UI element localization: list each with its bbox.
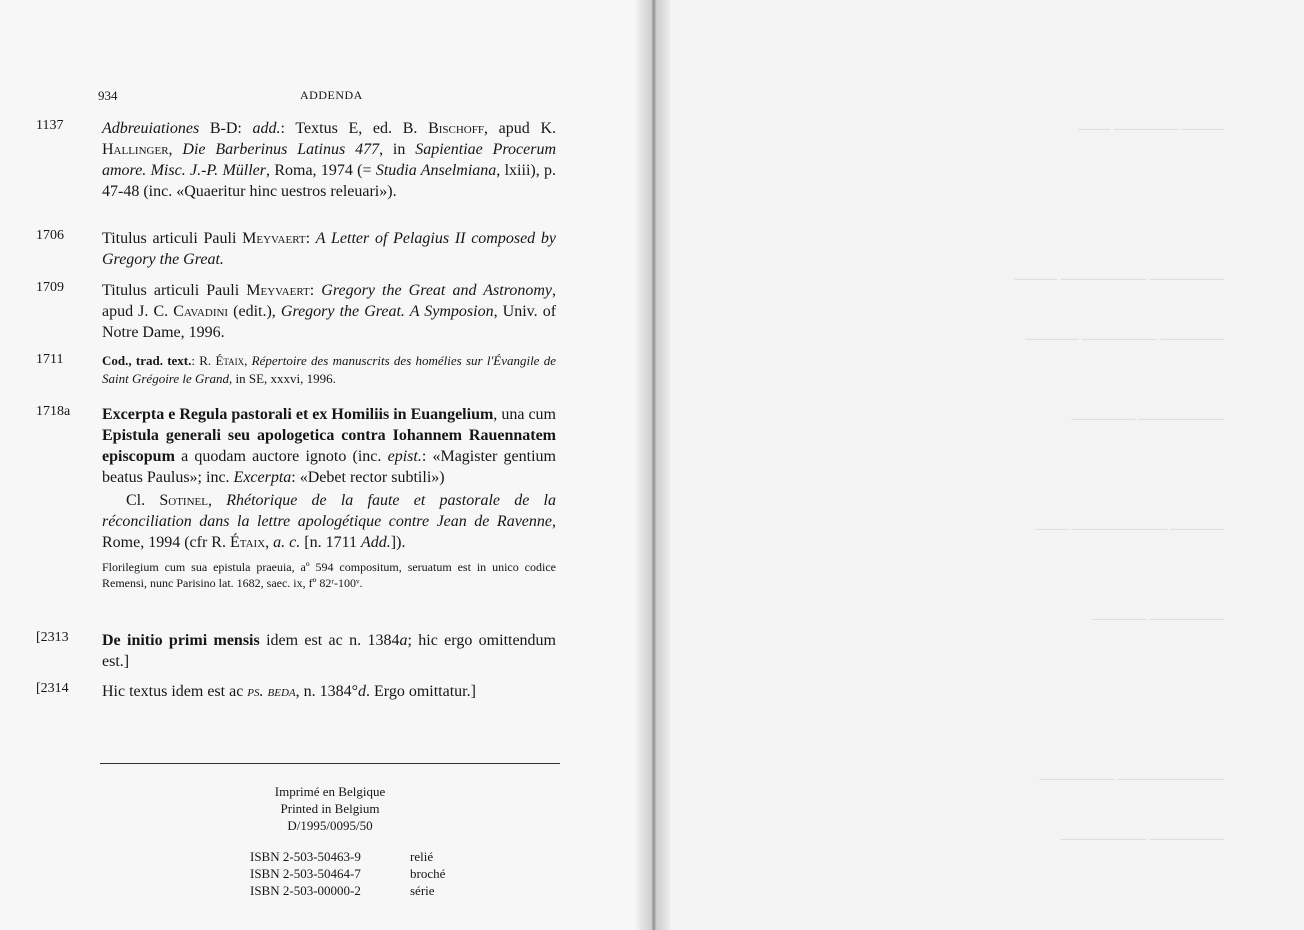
entry-text-part: . Ergo omittatur.]	[366, 683, 476, 700]
entry-text-part: ,	[168, 141, 183, 158]
running-head	[98, 88, 558, 108]
entry-heading: Epistula generali seu apologetica contra Iohannem Rauennatem episcopum	[102, 427, 556, 465]
entry-number: 1137	[36, 118, 64, 133]
author-name: Cavadini	[173, 303, 229, 320]
entry-number: 1718a	[36, 404, 71, 419]
entry-text-part: epist.	[387, 448, 422, 465]
entry-text-part: , Univ. of Notre Dame, 1996.	[102, 303, 557, 341]
entry-text-part: Cl.	[126, 492, 160, 509]
bleed-through-texture: ──── ────── ─── ─────── ──────── ──── ────── ─────── ───── ──────── ────── ───── ───────── ─── ─────── ───── ────────── ─────── ─────── ────────	[1014, 122, 1224, 848]
imprint-line: Printed in Belgium	[280, 801, 380, 816]
bibliography-paragraph	[102, 490, 556, 553]
entry-text	[102, 352, 556, 388]
imprint-line: Imprimé en Belgique	[274, 784, 386, 799]
work-title: Die Barberinus Latinus 477	[182, 141, 380, 158]
entry-text	[102, 404, 556, 488]
right-page-blank	[670, 0, 1304, 930]
entry-text-part: :	[309, 282, 322, 299]
isbn-code: ISBN 2-503-50463-9	[250, 849, 361, 864]
work-title: Répertoire des manuscrits des homélies sur l'Évangile de Saint Grégoire le Grand	[102, 353, 556, 386]
entry-number: [2313	[36, 630, 69, 645]
entry-heading: De initio primi mensis	[102, 632, 260, 649]
work-title: Gregory the Great and Astronomy	[321, 282, 553, 299]
entry-text-part: B-D:	[199, 120, 253, 137]
entry-text-part: ,	[207, 492, 227, 509]
entry-text-part: Excerpta	[233, 469, 292, 486]
entry-text-part: : R.	[191, 353, 216, 368]
entry-text	[102, 118, 556, 202]
entry-text-part: d	[358, 683, 367, 700]
entry-number: [2314	[36, 681, 69, 696]
running-title: ADDENDA	[300, 88, 363, 102]
entry-text-part: , n. 1384°	[295, 683, 359, 700]
entry-1718a	[36, 404, 556, 591]
entry-number: 1709	[36, 280, 64, 295]
author-name: Meyvaert	[242, 230, 306, 247]
entry-text-part: Adbreuiationes	[102, 120, 200, 137]
entry-text-part: (edit.),	[228, 303, 281, 320]
entry-2314	[36, 681, 556, 702]
entry-heading: Excerpta e Regula pastorali et ex Homiliis in Euangelium	[102, 406, 494, 423]
entry-text-part: , in SE, xxxvi, 1996.	[228, 371, 336, 386]
author-name: Sotinel	[159, 492, 208, 509]
isbn-list	[250, 848, 445, 899]
work-title: A Letter of Pelagius II composed by Gregory the Great.	[102, 230, 556, 268]
author-name: ps. beda	[247, 683, 296, 700]
entry-text-part: , Rome, 1994 (cfr R.	[102, 513, 556, 551]
book-gutter	[636, 0, 670, 930]
entry-text-part: a quodam auctore ignoto (inc.	[174, 448, 388, 465]
isbn-row	[250, 882, 445, 899]
entry-text-part: , in	[379, 141, 416, 158]
entry-text-part: :	[305, 230, 316, 247]
entry-text-part: , lxiii), p. 47-48 (inc. «Quaeritur hinc uestros releuari»).	[102, 162, 557, 200]
entry-text	[102, 681, 556, 702]
isbn-label: série	[410, 883, 435, 898]
entry-text-part: , una cum	[493, 406, 556, 423]
entry-text-part: Titulus articuli Pauli	[102, 230, 243, 247]
entry-text-part: a. c.	[273, 534, 301, 551]
entry-text-part: a	[399, 632, 408, 649]
isbn-row	[250, 865, 445, 882]
entry-text	[102, 630, 556, 672]
entry-text-part: ; hic ergo omittendum est.]	[102, 632, 557, 670]
work-title: Sapientiae Procerum amore. Misc. J.-P. Müller	[102, 141, 557, 179]
entry-1706	[36, 228, 556, 270]
entry-text-part: ]).	[390, 534, 406, 551]
entry-2313	[36, 630, 556, 672]
entry-text	[102, 228, 556, 270]
author-name: Étaix	[229, 534, 266, 551]
entry-text-part: idem est ac n. 1384	[259, 632, 400, 649]
entry-number: 1711	[36, 352, 64, 367]
entry-text-part: : «Magister gentium beatus Paulus»; inc.	[102, 448, 556, 486]
entry-text-part: add.	[252, 120, 281, 137]
author-name: Meyvaert	[246, 282, 310, 299]
entry-heading: Cod., trad. text.	[102, 353, 192, 368]
work-title: Studia Anselmiana	[375, 162, 497, 179]
entry-number: 1706	[36, 228, 64, 243]
entry-1711	[36, 352, 556, 388]
imprint	[200, 783, 460, 834]
author-name: Bischoff	[428, 120, 484, 137]
entry-text-part: ,	[244, 353, 252, 368]
entry-text-part: Titulus articuli Pauli	[102, 282, 247, 299]
entry-text-part: Hic textus idem est ac	[102, 683, 248, 700]
entry-text-part: Add.	[361, 534, 391, 551]
author-name: Hallinger	[102, 141, 169, 158]
entry-text-part: ,	[265, 534, 274, 551]
work-title: Rhétorique de la faute et pastorale de la réconciliation dans la lettre apologétique contre Jean de Ravenne	[102, 492, 557, 530]
isbn-code: ISBN 2-503-00000-2	[250, 883, 361, 898]
isbn-label: broché	[410, 866, 446, 881]
entry-note: Florilegium cum sua epistula praeuia, aº 594 compositum, seruatum est in unico codice Remensi, nunc Parisino lat. 1682, saec. ix, fº 82ʳ-100ᵛ.	[102, 560, 556, 590]
isbn-row	[250, 848, 445, 865]
isbn-code: ISBN 2-503-50464-7	[250, 866, 361, 881]
entry-text	[102, 280, 556, 343]
entry-text-part: : «Debet rector subtili»)	[291, 469, 445, 486]
divider-rule	[100, 763, 560, 764]
imprint-line: D/1995/0095/50	[287, 818, 373, 833]
entry-text-part: , apud J. C.	[102, 282, 557, 320]
entry-text-part: [n. 1711	[300, 534, 361, 551]
page-number: 934	[98, 88, 118, 103]
entry-text-part: : Textus E, ed. B.	[280, 120, 429, 137]
work-title: Gregory the Great. A Symposion	[280, 303, 494, 320]
isbn-label: relié	[410, 849, 434, 864]
entry-1137	[36, 118, 556, 202]
author-name: Étaix	[215, 353, 245, 368]
entry-text-part: , Roma, 1974 (=	[266, 162, 376, 179]
entry-1709	[36, 280, 556, 343]
entry-text-part: , apud K.	[483, 120, 556, 137]
